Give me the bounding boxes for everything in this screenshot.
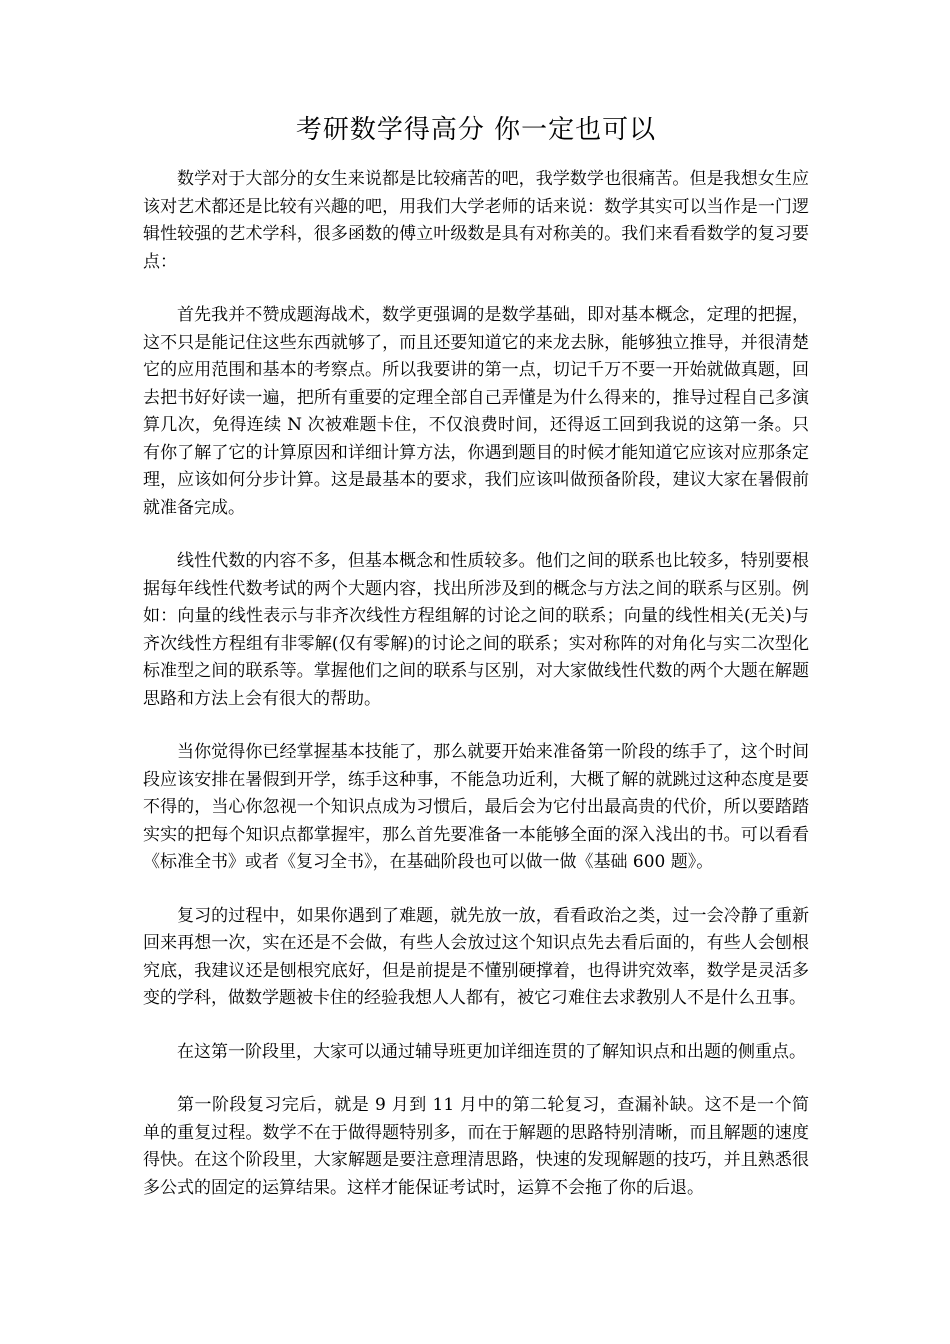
document-page	[143, 112, 809, 1228]
paragraph-6: 在这第一阶段里，大家可以通过辅导班更加详细连贯的了解知识点和出题的侧重点。	[177, 1041, 806, 1062]
paragraph-5: 复习的过程中，如果你遇到了难题，就先放一放，看看政治之类，过一会冷静了重新回来再想一次，实在还是不会做，有些人会放过这个知识点先去看后面的，有些人会刨根究底，我建议还是刨根究底好，但是前提是不懂别硬撑着，也得讲究效率，数学是灵活多变的学科，做数学题被卡住的经验我想人人都有，被它刁难住去求教别人不是什么丑事。	[143, 905, 809, 1008]
paragraph-2: 首先我并不赞成题海战术，数学更强调的是数学基础，即对基本概念，定理的把握，这不只是能记住这些东西就够了，而且还要知道它的来龙去脉，能够独立推导，并很清楚它的应用范围和基本的考察点。所以我要讲的第一点，切记千万不要一开始就做真题，回去把书好好读一遍，把所有重要的定理全部自己弄懂是为什么得来的，推导过程自己多演算几次，免得连续 N 次被难题卡住，不仅浪费时间，还得返工回到我说的这第一条。只有你了解了它的计算原因和详细计算方法，你遇到题目的时候才能知道它应该对应那条定理，应该如何分步计算。这是最基本的要求，我们应该叫做预备阶段，建议大家在暑假前就准备完成。	[143, 305, 809, 518]
paragraph-3: 线性代数的内容不多，但基本概念和性质较多。他们之间的联系也比较多，特别要根据每年线性代数考试的两个大题内容，找出所涉及到的概念与方法之间的联系与区别。例如：向量的线性表示与非齐次线性方程组解的讨论之间的联系；向量的线性相关(无关)与齐次线性方程组有非零解(仅有零解)的讨论之间的联系；实对称阵的对角化与实二次型化标准型之间的联系等。掌握他们之间的联系与区别，对大家做线性代数的两个大题在解题思路和方法上会有很大的帮助。	[143, 551, 809, 709]
document-title: 考研数学得高分 你一定也可以	[295, 115, 657, 145]
paragraph-1: 数学对于大部分的女生来说都是比较痛苦的吧，我学数学也很痛苦。但是我想女生应该对艺术都还是比较有兴趣的吧，用我们大学老师的话来说：数学其实可以当作是一门逻辑性较强的艺术学科，很多函数的傅立叶级数是具有对称美的。我们来看看数学的复习要点：	[143, 169, 809, 272]
paragraph-4: 当你觉得你已经掌握基本技能了，那么就要开始来准备第一阶段的练手了，这个时间段应该安排在暑假到开学，练手这种事，不能急功近利，大概了解的就跳过这种态度是要不得的，当心你忽视一个知识点成为习惯后，最后会为它付出最高贵的代价，所以要踏踏实实的把每个知识点都掌握牢，那么首先要准备一本能够全面的深入浅出的书。可以看看《标准全书》或者《复习全书》，在基础阶段也可以做一做《基础 600 题》。	[143, 742, 809, 872]
paragraph-7: 第一阶段复习完后，就是 9 月到 11 月中的第二轮复习，查漏补缺。这不是一个简单的重复过程。数学不在于做得题特别多，而在于解题的思路特别清晰，而且解题的速度得快。在这个阶段里，大家解题是要注意理清思路，快速的发现解题的技巧，并且熟悉很多公式的固定的运算结果。这样才能保证考试时，运算不会拖了你的后退。	[143, 1095, 809, 1198]
